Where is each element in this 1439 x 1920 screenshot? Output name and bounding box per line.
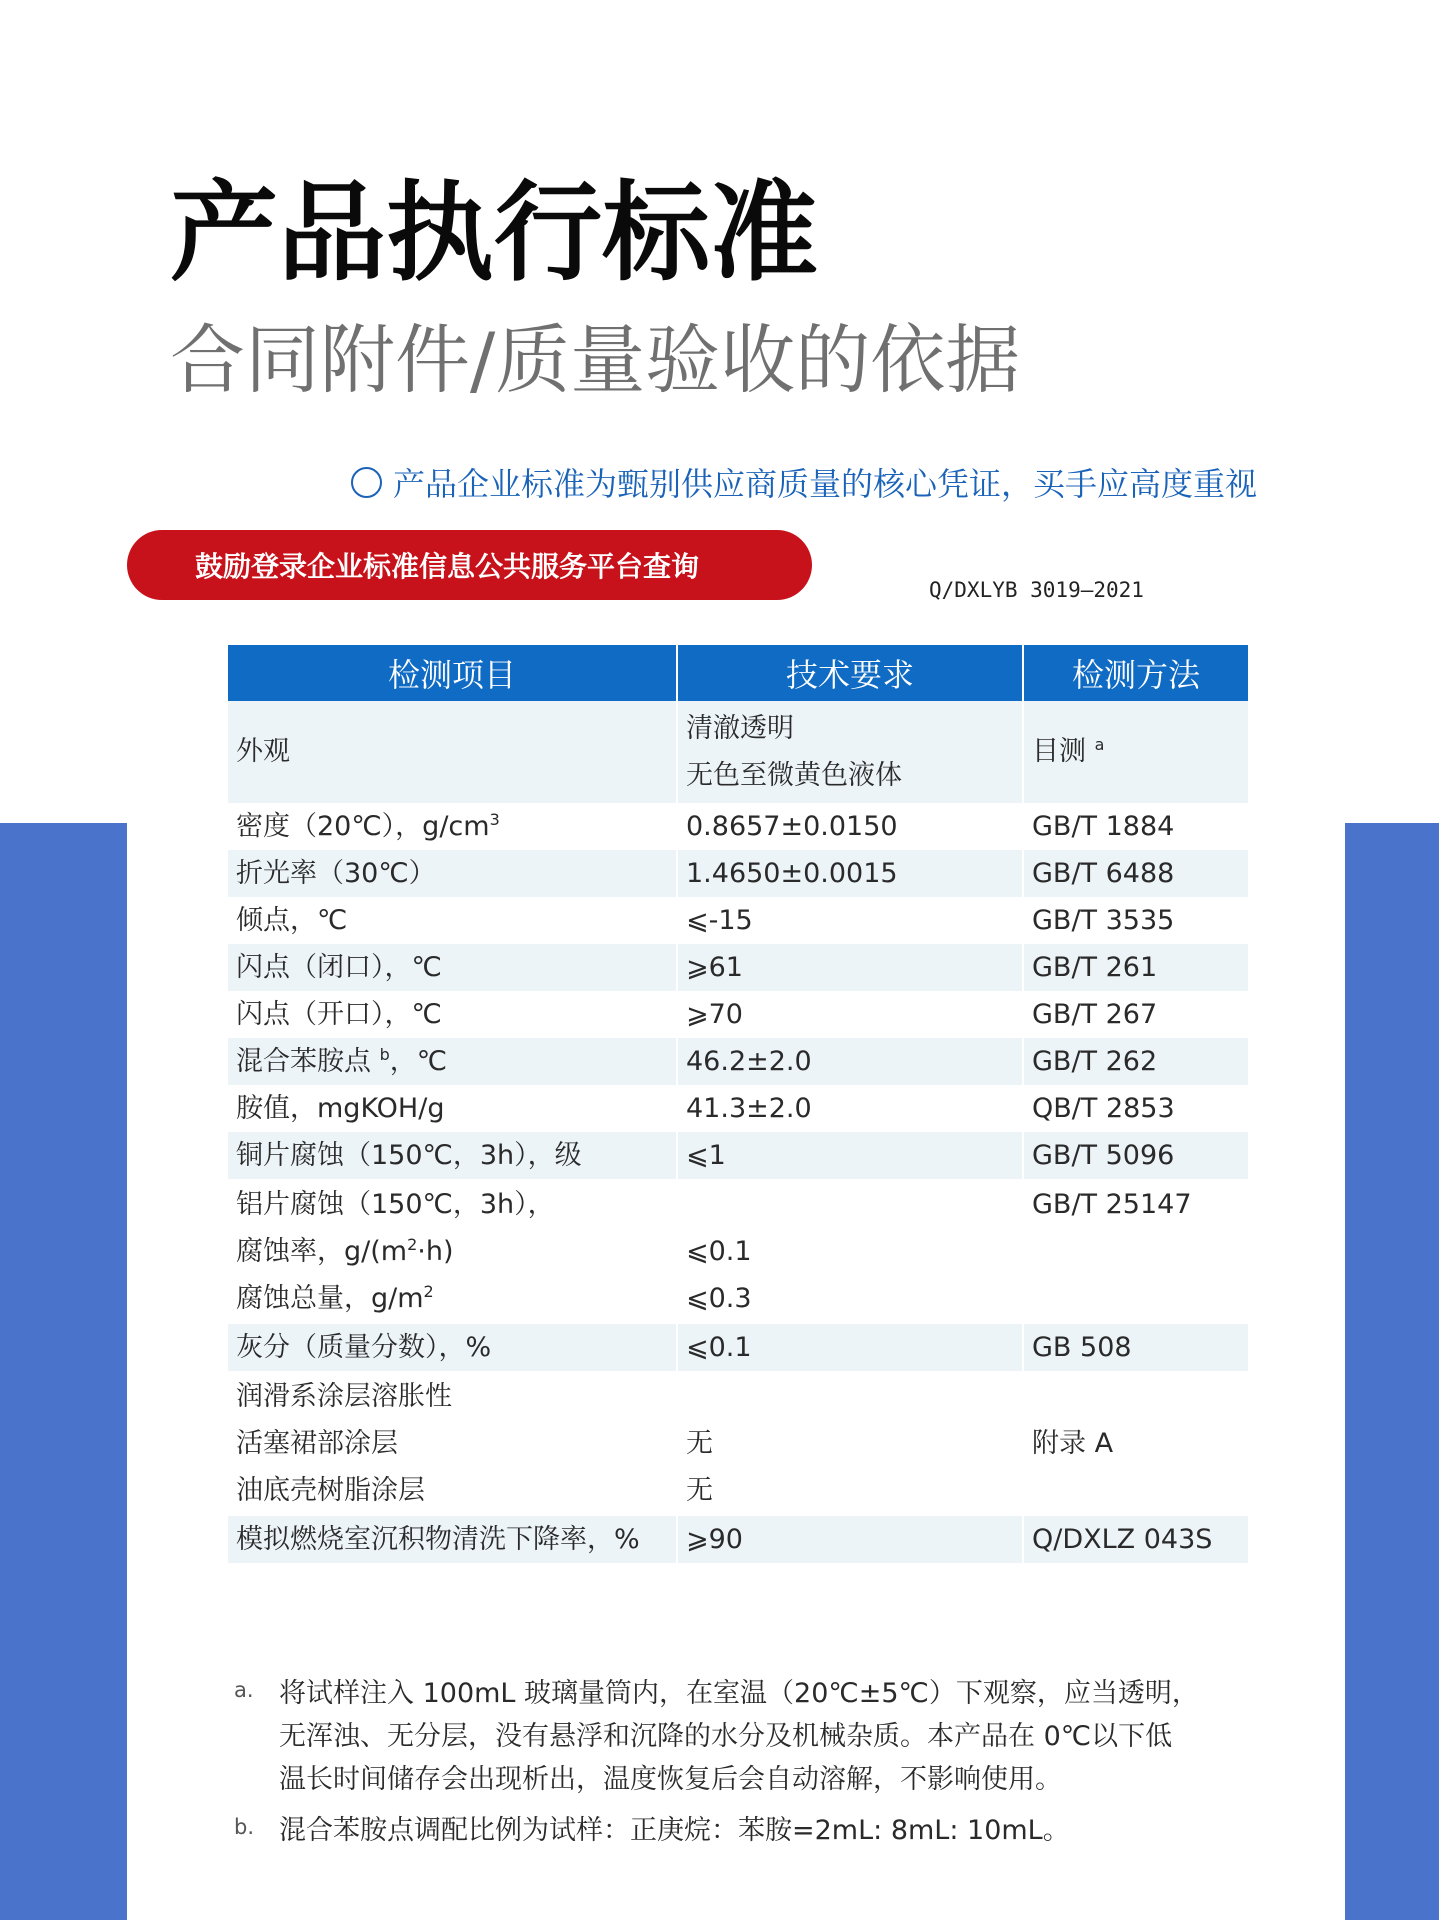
item-text: 腐蚀总量，g/m bbox=[236, 1283, 424, 1314]
item-text: 密度（20℃），g/cm bbox=[236, 811, 490, 842]
cell-method: GB/T 5096 bbox=[1023, 1132, 1248, 1179]
cell-item: 折光率（30℃） bbox=[228, 850, 677, 897]
table-row-density bbox=[228, 803, 1248, 850]
page-subtitle: 合同附件/质量验收的依据 bbox=[170, 316, 1021, 404]
cell-requirement: 41.3±2.0 bbox=[677, 1085, 1023, 1132]
cell-requirement bbox=[677, 1179, 1023, 1324]
superscript: 2 bbox=[407, 1235, 418, 1254]
cell-item: 闪点（开口），℃ bbox=[228, 991, 677, 1038]
cell-requirement: ⩾90 bbox=[677, 1516, 1023, 1563]
method-line bbox=[1032, 1275, 1240, 1322]
method-line bbox=[1032, 1228, 1240, 1275]
item-line: 油底壳树脂涂层 bbox=[236, 1475, 425, 1506]
table-row-refraction bbox=[228, 850, 1248, 897]
cell-item: 模拟燃烧室沉积物清洗下降率，% bbox=[228, 1516, 677, 1563]
cell-method bbox=[1023, 1179, 1248, 1324]
standard-code: Q/DXLYB 3019—2021 bbox=[929, 578, 1144, 602]
page-title: 产品执行标准 bbox=[170, 171, 819, 296]
cell-requirement: ⩽1 bbox=[677, 1132, 1023, 1179]
item-line bbox=[236, 1275, 668, 1322]
cell-requirement bbox=[677, 701, 1023, 803]
requirement-line: ⩽0.3 bbox=[686, 1283, 752, 1314]
method-line: 附录 A bbox=[1032, 1428, 1114, 1459]
footnote-line: 无浑浊、无分层，没有悬浮和沉降的水分及机械杂质。本产品在 0℃以下低 bbox=[279, 1721, 1173, 1752]
superscript: 3 bbox=[489, 810, 500, 829]
note-text: 产品企业标准为甄别供应商质量的核心凭证，买手应高度重视 bbox=[393, 465, 1258, 503]
cell-item: 灰分（质量分数），% bbox=[228, 1324, 677, 1371]
item-text: 混合苯胺点 bbox=[236, 1046, 371, 1077]
cell-item bbox=[228, 803, 677, 850]
method-line bbox=[1032, 1373, 1240, 1420]
footnote-text bbox=[279, 1809, 1249, 1852]
cell-item bbox=[228, 1179, 677, 1324]
method-text: 目测 bbox=[1032, 736, 1086, 767]
table-row-flash-closed bbox=[228, 944, 1248, 991]
item-text: ·h) bbox=[417, 1236, 454, 1267]
requirement-line: ⩽0.1 bbox=[686, 1236, 752, 1267]
footnote-line: 将试样注入 100mL 玻璃量筒内，在室温（20℃±5℃）下观察，应当透明， bbox=[279, 1678, 1199, 1709]
method-line: GB/T 25147 bbox=[1032, 1189, 1192, 1220]
spec-table bbox=[228, 645, 1248, 1563]
requirement-line: 无 bbox=[686, 1475, 713, 1506]
requirement-line: 无色至微黄色液体 bbox=[686, 760, 902, 791]
table-row-deposit-cleaning bbox=[228, 1516, 1248, 1563]
header-item: 检测项目 bbox=[228, 645, 677, 701]
table-row-appearance bbox=[228, 701, 1248, 803]
cell-requirement: ⩾61 bbox=[677, 944, 1023, 991]
requirement-line bbox=[686, 1373, 1014, 1420]
cell-item: 外观 bbox=[228, 701, 677, 803]
circle-bullet-icon bbox=[351, 467, 382, 498]
cell-item: 闪点（闭口），℃ bbox=[228, 944, 677, 991]
cell-method: GB/T 262 bbox=[1023, 1038, 1248, 1085]
requirement-line: 清澈透明 bbox=[686, 713, 794, 744]
cell-requirement: 1.4650±0.0015 bbox=[677, 850, 1023, 897]
requirement-line bbox=[686, 1181, 1014, 1228]
cell-method bbox=[1023, 701, 1248, 803]
cell-requirement bbox=[677, 1371, 1023, 1516]
table-row-ash bbox=[228, 1324, 1248, 1371]
header-method: 检测方法 bbox=[1023, 645, 1248, 701]
cell-item bbox=[228, 1038, 677, 1085]
item-line: 润滑系涂层溶胀性 bbox=[236, 1381, 452, 1412]
footnote-line: 混合苯胺点调配比例为试样：正庚烷：苯胺=2mL: 8mL: 10mL。 bbox=[279, 1815, 1070, 1846]
footnotes bbox=[234, 1672, 1254, 1860]
cell-method: Q/DXLZ 043S bbox=[1023, 1516, 1248, 1563]
cell-method: QB/T 2853 bbox=[1032, 1093, 1175, 1124]
item-line: 活塞裙部涂层 bbox=[236, 1428, 398, 1459]
cell-method: GB/T 6488 bbox=[1023, 850, 1248, 897]
table-row-aluminum-corrosion bbox=[228, 1179, 1248, 1324]
banner-pill bbox=[127, 530, 812, 600]
requirement-line: 无 bbox=[686, 1428, 713, 1459]
table-row-copper-corrosion bbox=[228, 1132, 1248, 1179]
table-header-row bbox=[228, 645, 1248, 701]
table-row-coating-swelling bbox=[228, 1371, 1248, 1516]
cell-requirement: 0.8657±0.0150 bbox=[677, 803, 1023, 850]
footnote-text bbox=[279, 1672, 1249, 1801]
item-text: 腐蚀率，g/(m bbox=[236, 1236, 408, 1267]
superscript: 2 bbox=[423, 1282, 434, 1301]
footnote-ref-a: a bbox=[1094, 735, 1105, 754]
cell-requirement: 46.2±2.0 bbox=[677, 1038, 1023, 1085]
header-requirement: 技术要求 bbox=[677, 645, 1023, 701]
item-line: 铝片腐蚀（150℃，3h）， bbox=[236, 1189, 555, 1220]
item-line bbox=[236, 1228, 668, 1275]
banner-text: 鼓励登录企业标准信息公共服务平台查询 bbox=[195, 550, 700, 583]
cell-item: 倾点，℃ bbox=[228, 897, 677, 944]
table-row-amine-value bbox=[228, 1085, 1248, 1132]
cell-method: GB 508 bbox=[1023, 1324, 1248, 1371]
item-unit: ，℃ bbox=[389, 1046, 448, 1077]
cell-requirement: ⩾70 bbox=[677, 991, 1023, 1038]
method-line bbox=[1032, 1467, 1240, 1514]
footnote-line: 温长时间储存会出现析出，温度恢复后会自动溶解，不影响使用。 bbox=[279, 1764, 1062, 1795]
table-row-pour-point bbox=[228, 897, 1248, 944]
cell-requirement: ⩽0.1 bbox=[677, 1324, 1023, 1371]
cell-method: GB/T 261 bbox=[1023, 944, 1248, 991]
cell-method: GB/T 267 bbox=[1032, 999, 1158, 1030]
footnote-a bbox=[234, 1672, 1254, 1801]
footnote-mark: a. bbox=[234, 1678, 254, 1702]
cell-method: GB/T 3535 bbox=[1032, 905, 1175, 936]
cell-method bbox=[1023, 1371, 1248, 1516]
cell-requirement: ⩽-15 bbox=[677, 897, 1023, 944]
footnote-mark: b. bbox=[234, 1815, 255, 1839]
highlight-note bbox=[351, 462, 1257, 502]
cell-item: 铜片腐蚀（150℃，3h），级 bbox=[228, 1132, 677, 1179]
cell-item bbox=[228, 1371, 677, 1516]
cell-item: 胺值，mgKOH/g bbox=[228, 1085, 677, 1132]
table-row-aniline-point bbox=[228, 1038, 1248, 1085]
cell-method: GB/T 1884 bbox=[1032, 811, 1175, 842]
footnote-b bbox=[234, 1809, 1254, 1852]
footnote-ref-b: b bbox=[379, 1045, 390, 1064]
table-row-flash-open bbox=[228, 991, 1248, 1038]
